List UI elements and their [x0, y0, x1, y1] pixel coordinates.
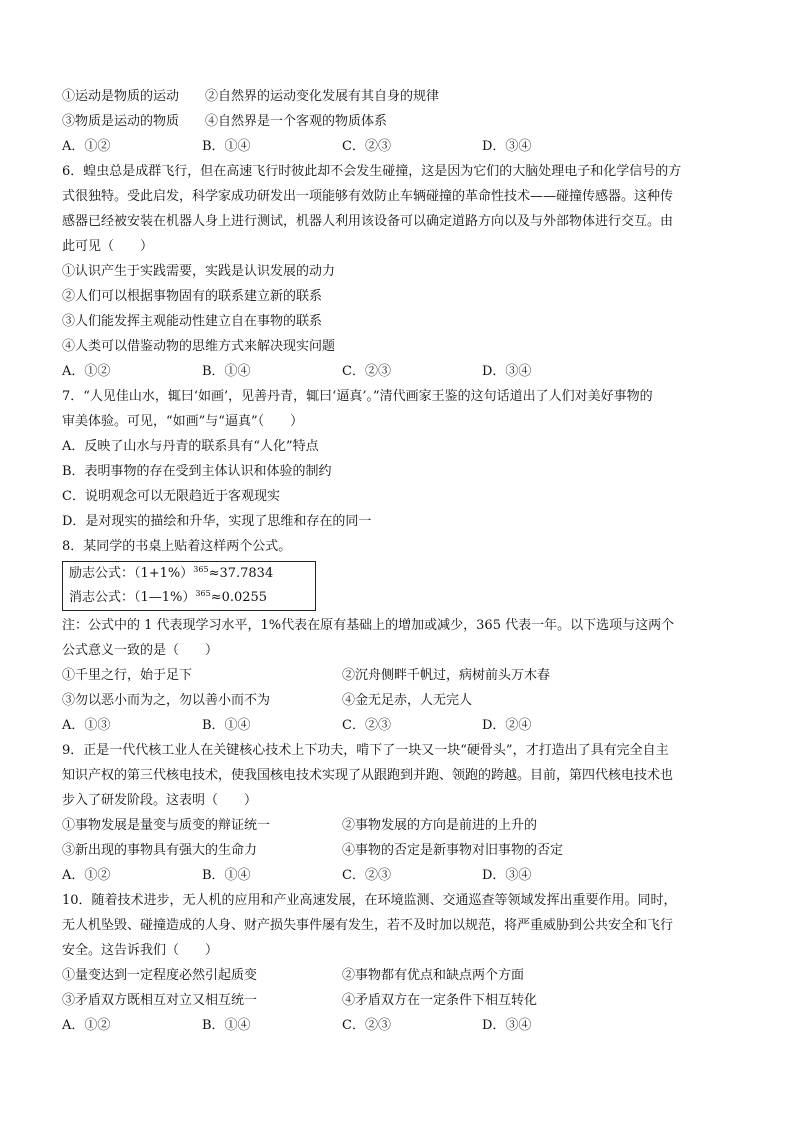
q5-item-4: ④自然界是一个客观的物质体系 — [205, 114, 388, 129]
q10-option-b[interactable]: B．①④ — [202, 1018, 251, 1033]
q10-item-2: ②事物都有优点和缺点两个方面 — [342, 968, 525, 983]
q8-formula-1-label: 励志公式：（1+1%） — [69, 566, 194, 581]
q8-item-2: ②沉舟侧畔千帆过，病树前头万木春 — [342, 668, 551, 683]
q5-item-1: ①运动是物质的运动 — [62, 89, 180, 104]
q7-option-b[interactable]: B．表明事物的存在受到主体认识和体验的制约 — [62, 464, 332, 479]
q9-option-b[interactable]: B．①④ — [202, 868, 251, 883]
q7-stem-line-2: 审美体验。可见，“如画”与“逼真”（ ） — [62, 414, 304, 429]
q6-item-3: ③人们能发挥主观能动性建立自在事物的联系 — [62, 314, 323, 329]
q6-option-b[interactable]: B．①④ — [202, 364, 251, 379]
q6-option-a[interactable]: A．①② — [62, 364, 111, 379]
q8-formula-2-exponent: 365 — [195, 589, 211, 598]
q5-option-d[interactable]: D．③④ — [482, 139, 532, 154]
q8-stem: 8．某同学的书桌上贴着这样两个公式。 — [62, 539, 292, 554]
q5-items-row2 — [62, 109, 742, 134]
q8-formula-1 — [69, 562, 315, 586]
exam-page — [62, 84, 742, 1038]
q5-option-b[interactable]: B．①④ — [202, 139, 251, 154]
q9-item-2: ②事物发展的方向是前进的上升的 — [342, 818, 538, 833]
q5-items-row1 — [62, 84, 742, 109]
q8-item-1: ①千里之行，始于足下 — [62, 668, 193, 683]
q8-options — [62, 713, 742, 738]
q10-options — [62, 1013, 742, 1038]
q6-item-1: ①认识产生于实践需要，实践是认识发展的动力 — [62, 264, 336, 279]
q8-formula-2-label: 消志公式：（1—1%） — [69, 590, 196, 605]
q10-items-row2 — [62, 988, 742, 1013]
q10-option-c[interactable]: C．②③ — [342, 1018, 391, 1033]
q9-items-row1 — [62, 813, 742, 838]
q6-option-c[interactable]: C．②③ — [342, 364, 391, 379]
q8-option-c[interactable]: C．②③ — [342, 718, 391, 733]
q8-items-row2 — [62, 688, 742, 713]
q8-formula-box — [62, 561, 316, 611]
q9-option-d[interactable]: D．③④ — [482, 868, 532, 883]
q6-item-4: ④人类可以借鉴动物的思维方式来解决现实问题 — [62, 339, 336, 354]
q9-items-row2 — [62, 838, 742, 863]
q6-item-2: ②人们可以根据事物固有的联系建立新的联系 — [62, 289, 323, 304]
q6-option-d[interactable]: D．③④ — [482, 364, 532, 379]
q8-item-3: ③勿以恶小而为之，勿以善小而不为 — [62, 693, 271, 708]
q7-option-c[interactable]: C．说明观念可以无限趋近于客观现实 — [62, 489, 280, 504]
q5-option-c[interactable]: C．②③ — [342, 139, 391, 154]
q9-stem-line-1: 9．正是一代代核工业人在关键核心技术上下功夫，啃下了一块又一块“硬骨头”，才打造出了具有完全自主 — [62, 743, 669, 758]
q8-formula-2 — [69, 586, 315, 610]
q10-option-a[interactable]: A．①② — [62, 1018, 111, 1033]
q6-stem-line-2: 式很独特。受此启发，科学家成功研发出一项能够有效防止车辆碰撞的革命性技术——碰撞传感器。这种传 — [62, 189, 674, 204]
q8-formula-2-result: ≈0.0255 — [210, 590, 268, 605]
q5-item-2: ②自然界的运动变化发展有其自身的规律 — [205, 89, 440, 104]
q6-stem-line-4: 此可见（ ） — [62, 239, 154, 254]
q10-item-4: ④矛盾双方在一定条件下相互转化 — [342, 993, 538, 1008]
q5-options — [62, 134, 742, 159]
q10-item-1: ①量变达到一定程度必然引起质变 — [62, 968, 258, 983]
q5-item-3: ③物质是运动的物质 — [62, 114, 180, 129]
q6-options — [62, 359, 742, 384]
q5-option-a[interactable]: A．①② — [62, 139, 111, 154]
q10-items-row1 — [62, 963, 742, 988]
q9-item-4: ④事物的否定是新事物对旧事物的否定 — [342, 843, 564, 858]
q8-formula-1-result: ≈37.7834 — [208, 566, 274, 581]
q9-option-a[interactable]: A．①② — [62, 868, 111, 883]
q9-item-3: ③新出现的事物具有强大的生命力 — [62, 843, 258, 858]
q10-stem-line-3: 安全。这告诉我们（ ） — [62, 943, 219, 958]
q10-item-3: ③矛盾双方既相互对立又相互统一 — [62, 993, 258, 1008]
q8-option-a[interactable]: A．①③ — [62, 718, 111, 733]
q8-option-d[interactable]: D．②④ — [482, 718, 532, 733]
q6-stem-line-1: 6．蝗虫总是成群飞行，但在高速飞行时彼此却不会发生碰撞，这是因为它们的大脑处理电子和化学信号的方 — [62, 164, 682, 179]
q8-note-line-2: 公式意义一致的是（ ） — [62, 643, 219, 658]
q8-option-b[interactable]: B．①④ — [202, 718, 251, 733]
q9-item-1: ①事物发展是量变与质变的辩证统一 — [62, 818, 271, 833]
q9-option-c[interactable]: C．②③ — [342, 868, 391, 883]
q6-stem-line-3: 感器已经被安装在机器人身上进行测试，机器人利用该设备可以确定道路方向以及与外部物体进行交互。由 — [62, 214, 674, 229]
q9-stem-line-3: 步入了研发阶段。这表明（ ） — [62, 793, 258, 808]
q8-items-row1 — [62, 663, 742, 688]
q8-note-line-1: 注：公式中的 1 代表现学习水平，1%代表在原有基础上的增加或减少，365 代表一年。以下选项与这两个 — [62, 618, 675, 633]
q10-option-d[interactable]: D．③④ — [482, 1018, 532, 1033]
q8-formula-1-exponent: 365 — [193, 565, 209, 574]
q9-options — [62, 863, 742, 888]
q9-stem-line-2: 知识产权的第三代核电技术，使我国核电技术实现了从跟跑到并跑、领跑的跨越。目前，第四代核电技术也 — [62, 768, 674, 783]
q10-stem-line-2: 无人机坠毁、碰撞造成的人身、财产损失事件屡有发生，若不及时加以规范，将严重威胁到公共安全和飞行 — [62, 918, 674, 933]
q7-stem-line-1: 7．“人见佳山水，辄曰‘如画’，见善丹青，辄曰‘逼真’。”清代画家王鉴的这句话道出了人们对美好事物的 — [62, 389, 653, 404]
q8-item-4: ④金无足赤，人无完人 — [342, 693, 473, 708]
q7-option-a[interactable]: A．反映了山水与丹青的联系具有“人化”特点 — [62, 439, 319, 454]
q10-stem-line-1: 10．随着技术进步，无人机的应用和产业高速发展，在环境监测、交通巡查等领域发挥出重要作用。同时， — [62, 893, 677, 908]
q7-option-d[interactable]: D．是对现实的描绘和升华，实现了思维和存在的同一 — [62, 514, 372, 529]
